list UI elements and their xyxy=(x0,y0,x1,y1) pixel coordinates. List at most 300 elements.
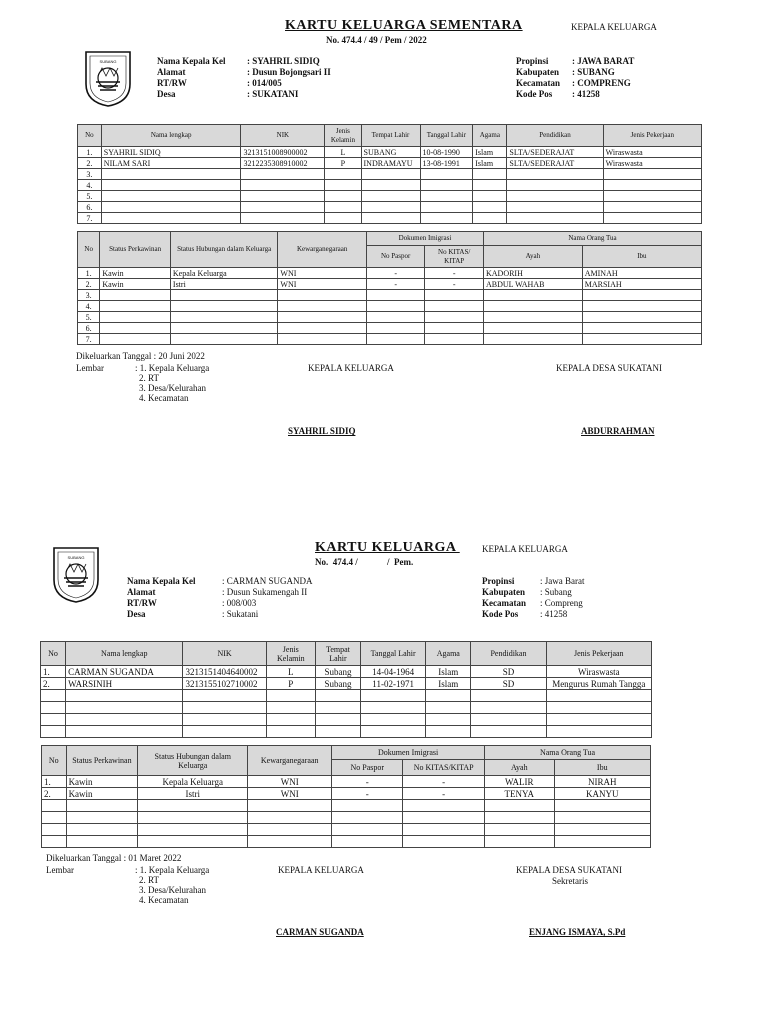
table-header-row: No Nama lengkap NIK Jenis Kelamin Tempat Lahir Tanggal Lahir Agama Pendidikan Jenis Pekerjaan xyxy=(41,642,652,666)
table-cell xyxy=(266,702,315,714)
table-cell xyxy=(332,812,403,824)
table-cell xyxy=(100,290,171,301)
table-cell xyxy=(183,714,266,726)
table-cell: Kepala Keluarga xyxy=(170,268,278,279)
table-cell xyxy=(361,169,420,180)
table-cell: 7. xyxy=(78,213,102,224)
table-cell: 5. xyxy=(78,312,100,323)
table-cell: - xyxy=(425,268,484,279)
table-cell xyxy=(101,202,241,213)
table-cell xyxy=(425,312,484,323)
table-cell xyxy=(546,702,651,714)
table-cell xyxy=(101,180,241,191)
table-cell xyxy=(241,169,325,180)
table-cell: Kawin xyxy=(100,279,171,290)
table-cell xyxy=(183,690,266,702)
table-cell: INDRAMAYU xyxy=(361,158,420,169)
table-cell: 6. xyxy=(78,323,100,334)
table-cell xyxy=(332,836,403,848)
sign-left-name: SYAHRIL SIDIQ xyxy=(288,426,356,436)
table-cell xyxy=(507,213,603,224)
table-cell xyxy=(485,812,554,824)
table-cell xyxy=(325,202,361,213)
table-cell xyxy=(41,714,66,726)
table-cell xyxy=(42,800,67,812)
table-row xyxy=(78,279,702,290)
table-cell xyxy=(507,169,603,180)
info-row: RT/RW : 008/003 xyxy=(127,598,257,608)
table-cell xyxy=(248,812,332,824)
table-cell: WNI xyxy=(278,279,367,290)
head-info-left xyxy=(157,56,331,100)
table-cell: P xyxy=(325,158,361,169)
table-cell xyxy=(507,202,603,213)
table-cell xyxy=(366,290,424,301)
table-row xyxy=(41,726,652,738)
table-cell xyxy=(241,191,325,202)
table-cell xyxy=(366,334,424,345)
corner-label: KEPALA KELUARGA xyxy=(482,544,568,554)
info-row: Kecamatan : Compreng xyxy=(482,598,583,608)
table-cell: 3213151404640002 xyxy=(183,666,266,678)
table-cell: - xyxy=(332,788,403,800)
table-cell xyxy=(554,836,650,848)
sign-right-title: KEPALA DESA SUKATANI xyxy=(556,363,662,373)
table-cell xyxy=(403,824,485,836)
table-cell xyxy=(485,836,554,848)
table-row xyxy=(78,290,702,301)
table-cell: 2. xyxy=(78,279,100,290)
table-cell: SLTA/SEDERAJAT xyxy=(507,147,603,158)
status-table-body xyxy=(42,776,651,848)
info-row: Kabupaten : SUBANG xyxy=(516,67,615,77)
table-row xyxy=(78,147,702,158)
table-cell xyxy=(248,800,332,812)
table-cell xyxy=(41,726,66,738)
table-cell xyxy=(241,213,325,224)
table-row xyxy=(78,323,702,334)
table-cell xyxy=(266,690,315,702)
table-cell xyxy=(366,301,424,312)
head-info-right xyxy=(482,576,584,620)
sign-right-name: ABDURRAHMAN xyxy=(581,426,655,436)
table-cell xyxy=(241,180,325,191)
table-cell xyxy=(278,323,367,334)
table-cell: 1. xyxy=(78,147,102,158)
table-cell: - xyxy=(425,279,484,290)
table-cell xyxy=(546,726,651,738)
table-cell: Mengurus Rumah Tangga xyxy=(546,678,651,690)
table-cell xyxy=(170,334,278,345)
issued-date: Dikeluarkan Tanggal : 01 Maret 2022 xyxy=(46,853,182,863)
sign-right-name: ENJANG ISMAYA, S.Pd xyxy=(529,927,626,937)
info-row: Propinsi : JAWA BARAT xyxy=(516,56,635,66)
table-cell: WARSINIH xyxy=(66,678,183,690)
table-row xyxy=(41,678,652,690)
table-cell: NILAM SARI xyxy=(101,158,241,169)
table-cell xyxy=(101,169,241,180)
table-cell: SUBANG xyxy=(361,147,420,158)
table-row xyxy=(41,702,652,714)
table-row xyxy=(41,690,652,702)
table-cell xyxy=(266,714,315,726)
table-cell: MARSIAH xyxy=(582,279,701,290)
lembar-label: Lembar xyxy=(76,363,104,373)
table-cell xyxy=(170,323,278,334)
info-row: Alamat : Dusun Sukamengah II xyxy=(127,587,308,597)
table-cell xyxy=(66,836,138,848)
table-cell xyxy=(66,702,183,714)
table-cell xyxy=(101,213,241,224)
table-cell xyxy=(325,191,361,202)
table-cell xyxy=(138,800,248,812)
table-cell xyxy=(361,690,426,702)
table-cell xyxy=(603,191,701,202)
table-cell xyxy=(42,824,67,836)
table-cell xyxy=(361,714,426,726)
table-cell xyxy=(473,180,507,191)
svg-text:SUBANG: SUBANG xyxy=(67,555,85,560)
table-cell xyxy=(483,301,582,312)
members-table xyxy=(77,124,702,224)
issued-date: Dikeluarkan Tanggal : 20 Juni 2022 xyxy=(76,351,205,361)
table-cell xyxy=(361,202,420,213)
table-cell xyxy=(483,290,582,301)
table-cell xyxy=(101,191,241,202)
table-cell: ABDUL WAHAB xyxy=(483,279,582,290)
status-table: No Status Perkawinan Status Hubungan dalam Keluarga Kewarganegaraan Dokumen Imigrasi Nama Orang Tua No Paspor No KITAS/KITAP Ayah Ibu 1. Kawin Kepala Keluarga WNI - - WALIR NIRAH 2. Kawin Istri WNI - - TENYA KANYU xyxy=(41,745,651,848)
info-row: Kode Pos : 41258 xyxy=(482,609,568,619)
table-cell xyxy=(471,690,546,702)
table-cell: 2. xyxy=(78,158,102,169)
sign-left-name: CARMAN SUGANDA xyxy=(276,927,364,937)
table-cell xyxy=(420,180,473,191)
info-row: RT/RW : 014/005 xyxy=(157,78,282,88)
table-cell: SYAHRIL SIDIQ xyxy=(101,147,241,158)
table-cell: Islam xyxy=(426,678,471,690)
table-cell xyxy=(507,191,603,202)
head-info-right xyxy=(516,56,634,100)
table-cell xyxy=(425,290,484,301)
table-cell: SLTA/SEDERAJAT xyxy=(507,158,603,169)
table-cell: Wiraswasta xyxy=(603,158,701,169)
table-cell xyxy=(241,202,325,213)
table-cell xyxy=(361,213,420,224)
table-row xyxy=(78,312,702,323)
info-row: Propinsi : Jawa Barat xyxy=(482,576,585,586)
members-table-body xyxy=(78,147,702,224)
table-cell xyxy=(278,290,367,301)
table-cell xyxy=(507,180,603,191)
table-row xyxy=(78,301,702,312)
table-cell xyxy=(100,323,171,334)
table-cell: 6. xyxy=(78,202,102,213)
subang-emblem-icon xyxy=(80,46,136,108)
table-cell xyxy=(248,836,332,848)
table-cell: Islam xyxy=(473,158,507,169)
table-cell xyxy=(361,191,420,202)
table-cell xyxy=(403,836,485,848)
table-cell: Kawin xyxy=(66,788,138,800)
status-table: No Status Perkawinan Status Hubungan dalam Keluarga Kewarganegaraan Dokumen Imigrasi Nama Orang Tua No Paspor No KITAS/ KITAP Ayah Ibu 1. Kawin Kepala Keluarga WNI - - KADORIH AMINAH 2. Kawin Istri WNI - - ABDUL WAHAB MARSIAH 3. 4. 5. 6. 7. xyxy=(77,231,702,345)
table-cell: 3213151008900002 xyxy=(241,147,325,158)
table-cell xyxy=(332,824,403,836)
table-cell: KANYU xyxy=(554,788,650,800)
table-cell xyxy=(315,702,360,714)
info-row: Nama Kepala Kel : CARMAN SUGANDA xyxy=(127,576,313,586)
table-cell: 4. xyxy=(78,301,100,312)
table-cell xyxy=(248,824,332,836)
table-cell xyxy=(603,202,701,213)
table-cell: Islam xyxy=(473,147,507,158)
table-cell: 3. xyxy=(78,290,100,301)
table-cell xyxy=(582,290,701,301)
table-cell xyxy=(170,290,278,301)
table-cell: NIRAH xyxy=(554,776,650,788)
table-cell xyxy=(332,800,403,812)
table-cell: - xyxy=(332,776,403,788)
table-cell xyxy=(425,301,484,312)
table-cell xyxy=(138,824,248,836)
head-info-left xyxy=(127,576,313,620)
lembar-list: : 1. Kepala Keluarga 2. RT 3. Desa/Kelurahan 4. Kecamatan xyxy=(135,363,210,403)
table-cell xyxy=(473,202,507,213)
table-cell: WNI xyxy=(278,268,367,279)
table-cell: WNI xyxy=(248,788,332,800)
table-row xyxy=(42,812,651,824)
table-cell: 3213155102710002 xyxy=(183,678,266,690)
table-cell xyxy=(403,800,485,812)
table-cell xyxy=(582,323,701,334)
table-row xyxy=(78,334,702,345)
table-cell xyxy=(426,726,471,738)
table-cell xyxy=(483,312,582,323)
corner-label: KEPALA KELUARGA xyxy=(571,22,657,32)
table-cell xyxy=(278,334,367,345)
table-row xyxy=(42,824,651,836)
table-cell: 1. xyxy=(41,666,66,678)
table-cell: 13-08-1991 xyxy=(420,158,473,169)
table-cell xyxy=(278,312,367,323)
table-cell: WALIR xyxy=(485,776,554,788)
table-cell: P xyxy=(266,678,315,690)
table-row xyxy=(78,202,702,213)
table-cell xyxy=(66,812,138,824)
sign-right-title: KEPALA DESA SUKATANI xyxy=(516,865,622,875)
table-cell xyxy=(554,812,650,824)
table-cell xyxy=(420,191,473,202)
table-cell xyxy=(183,702,266,714)
table-row xyxy=(42,800,651,812)
table-row xyxy=(78,213,702,224)
table-cell: L xyxy=(325,147,361,158)
table-cell xyxy=(100,312,171,323)
table-cell xyxy=(100,301,171,312)
table-cell: Kawin xyxy=(66,776,138,788)
svg-text:SUBANG: SUBANG xyxy=(99,59,117,64)
table-cell xyxy=(420,202,473,213)
table-cell: 14-04-1964 xyxy=(361,666,426,678)
members-table xyxy=(40,641,652,738)
table-cell xyxy=(325,213,361,224)
table-cell: 4. xyxy=(78,180,102,191)
table-cell: Kepala Keluarga xyxy=(138,776,248,788)
table-cell: TENYA xyxy=(485,788,554,800)
table-cell: Subang xyxy=(315,666,360,678)
table-row xyxy=(78,158,702,169)
table-cell xyxy=(483,334,582,345)
table-cell: - xyxy=(403,776,485,788)
table-cell xyxy=(361,726,426,738)
table-cell xyxy=(473,191,507,202)
info-row: Kecamatan : COMPRENG xyxy=(516,78,631,88)
table-cell: CARMAN SUGANDA xyxy=(66,666,183,678)
table-cell: - xyxy=(403,788,485,800)
table-cell xyxy=(315,726,360,738)
table-cell xyxy=(361,702,426,714)
table-cell xyxy=(420,213,473,224)
table-cell xyxy=(266,726,315,738)
table-cell xyxy=(366,323,424,334)
table-cell: 5. xyxy=(78,191,102,202)
sign-left-title: KEPALA KELUARGA xyxy=(308,363,394,373)
info-row: Alamat : Dusun Bojongsari II xyxy=(157,67,331,77)
table-cell xyxy=(278,301,367,312)
table-cell xyxy=(138,836,248,848)
table-cell: 2. xyxy=(42,788,67,800)
table-cell: SD xyxy=(471,678,546,690)
card-title: KARTU KELUARGA SEMENTARA xyxy=(285,18,523,33)
table-cell: Islam xyxy=(426,666,471,678)
table-cell xyxy=(325,169,361,180)
table-cell xyxy=(315,690,360,702)
info-row: Kabupaten : Subang xyxy=(482,587,572,597)
table-row xyxy=(41,666,652,678)
table-cell: L xyxy=(266,666,315,678)
table-cell: Wiraswasta xyxy=(546,666,651,678)
table-cell xyxy=(66,714,183,726)
table-cell: - xyxy=(366,279,424,290)
table-cell: Subang xyxy=(315,678,360,690)
table-cell xyxy=(603,169,701,180)
table-cell xyxy=(582,301,701,312)
info-row: Desa : SUKATANI xyxy=(157,89,299,99)
table-cell: WNI xyxy=(248,776,332,788)
table-cell xyxy=(66,726,183,738)
card-title: KARTU KELUARGA xyxy=(315,540,460,555)
table-cell xyxy=(582,312,701,323)
table-cell xyxy=(473,169,507,180)
table-cell xyxy=(426,690,471,702)
members-table-body xyxy=(41,666,652,738)
table-row xyxy=(78,191,702,202)
table-cell xyxy=(325,180,361,191)
lembar-list: : 1. Kepala Keluarga 2. RT 3. Desa/Kelurahan 4. Kecamatan xyxy=(135,865,210,905)
table-cell: 1. xyxy=(42,776,67,788)
table-cell xyxy=(546,690,651,702)
card-number: No. 474.4 / 49 / Pem / 2022 xyxy=(326,35,427,45)
table-cell xyxy=(66,824,138,836)
table-cell: 10-08-1990 xyxy=(420,147,473,158)
table-cell xyxy=(42,836,67,848)
table-cell xyxy=(603,180,701,191)
table-cell: 7. xyxy=(78,334,100,345)
table-cell: KADORIH xyxy=(483,268,582,279)
table-cell xyxy=(546,714,651,726)
table-cell xyxy=(66,800,138,812)
table-cell xyxy=(554,800,650,812)
table-row xyxy=(78,169,702,180)
table-cell xyxy=(603,213,701,224)
table-cell xyxy=(483,323,582,334)
table-cell xyxy=(361,180,420,191)
table-row xyxy=(78,268,702,279)
table-cell xyxy=(66,690,183,702)
table-cell: 2. xyxy=(41,678,66,690)
table-cell xyxy=(485,800,554,812)
table-cell: 3. xyxy=(78,169,102,180)
info-row: Kode Pos : 41258 xyxy=(516,89,600,99)
table-row xyxy=(42,836,651,848)
info-row: Nama Kepala Kel : SYAHRIL SIDIQ xyxy=(157,56,320,66)
table-row xyxy=(41,714,652,726)
table-cell: 11-02-1971 xyxy=(361,678,426,690)
table-cell: 1. xyxy=(78,268,100,279)
family-card-2 xyxy=(0,530,768,1024)
table-row xyxy=(42,776,651,788)
table-cell xyxy=(183,726,266,738)
subang-emblem-icon xyxy=(48,542,104,604)
table-cell: Kawin xyxy=(100,268,171,279)
table-cell xyxy=(425,323,484,334)
table-cell xyxy=(426,714,471,726)
table-cell xyxy=(170,312,278,323)
table-header-row: No Nama lengkap NIK Jenis Kelamin Tempat Lahir Tanggal Lahir Agama Pendidikan Jenis Pekerjaan xyxy=(78,125,702,147)
table-cell xyxy=(425,334,484,345)
table-cell xyxy=(170,301,278,312)
table-cell xyxy=(485,824,554,836)
table-cell: - xyxy=(366,268,424,279)
table-cell xyxy=(420,169,473,180)
table-cell xyxy=(315,714,360,726)
table-cell xyxy=(426,702,471,714)
table-cell: Istri xyxy=(170,279,278,290)
table-cell xyxy=(41,702,66,714)
table-cell xyxy=(582,334,701,345)
table-row xyxy=(78,180,702,191)
table-cell: Istri xyxy=(138,788,248,800)
info-row: Desa : Sukatani xyxy=(127,609,259,619)
table-cell: AMINAH xyxy=(582,268,701,279)
table-cell: 3212235308910002 xyxy=(241,158,325,169)
table-cell xyxy=(473,213,507,224)
card-number: No. 474.4 / / Pem. xyxy=(315,557,414,567)
table-cell xyxy=(471,702,546,714)
table-cell xyxy=(100,334,171,345)
table-cell xyxy=(138,812,248,824)
sign-left-title: KEPALA KELUARGA xyxy=(278,865,364,875)
table-cell xyxy=(366,312,424,323)
lembar-label: Lembar xyxy=(46,865,74,875)
status-table-body xyxy=(78,268,702,345)
table-cell xyxy=(471,714,546,726)
table-cell xyxy=(42,812,67,824)
table-cell xyxy=(471,726,546,738)
table-cell: SD xyxy=(471,666,546,678)
table-cell xyxy=(554,824,650,836)
table-row xyxy=(42,788,651,800)
sign-right-subtitle: Sekretaris xyxy=(552,876,588,886)
